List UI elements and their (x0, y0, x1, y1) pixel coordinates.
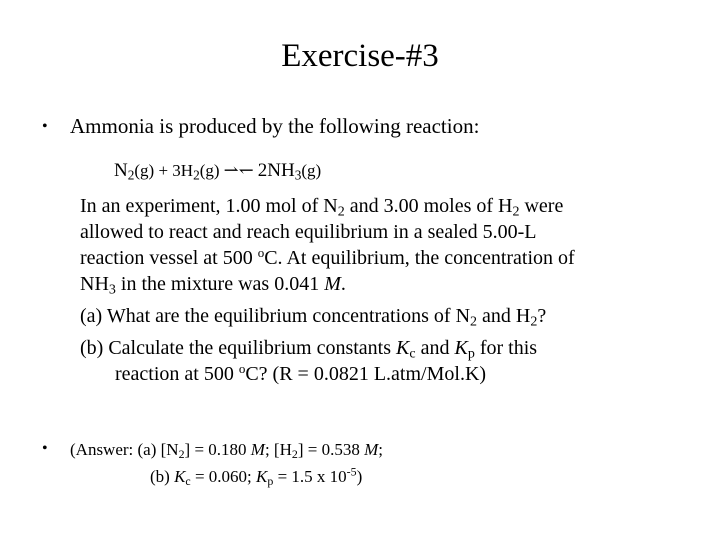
question-b-line-1: (b) Calculate the equilibrium constants $K_c$ and $K_p$ for this (80, 337, 538, 362)
bullet-2-marker: • (42, 440, 48, 457)
slide-title: Exercise-#3 (281, 38, 439, 74)
answer-line-1: (Answer: (a) $[N_2] = 0.180$ M; $[H_2] = 0.538$ M; (70, 440, 383, 461)
intro-text: Ammonia is produced by the following reaction: (70, 114, 480, 138)
para-line-4: $NH_3$ in the mixture was 0.041 M. (80, 273, 346, 298)
bullet-1-marker: • (42, 118, 48, 135)
question-a: (a) What are the equilibrium concentrations of $N_2$ and $H_2$? (80, 305, 547, 330)
para-line-3: reaction vessel at 500 $^o$C. At equilibrium, the concentration of (80, 244, 575, 269)
para-line-1: In an experiment, 1.00 mol of $N_2$ and 3.00 moles of $H_2$ were (80, 195, 564, 220)
equilibrium-arrow-icon: ⇀↽ (223, 160, 254, 180)
reaction-equation: $N_2(g) + 3H_2(g)$ ⇀↽ $2NH_3(g)$ (114, 160, 322, 183)
answer-line-2: (b) $K_c = 0.060$; $K_p = 1.5$ x $10^{-5}$) (150, 464, 363, 488)
question-b-line-2: reaction at 500 $^o$C? (R = 0.0821 L.atm/Mol.K) (115, 360, 487, 385)
para-line-2: allowed to react and reach equilibrium in a sealed 5.00-L (80, 221, 537, 243)
